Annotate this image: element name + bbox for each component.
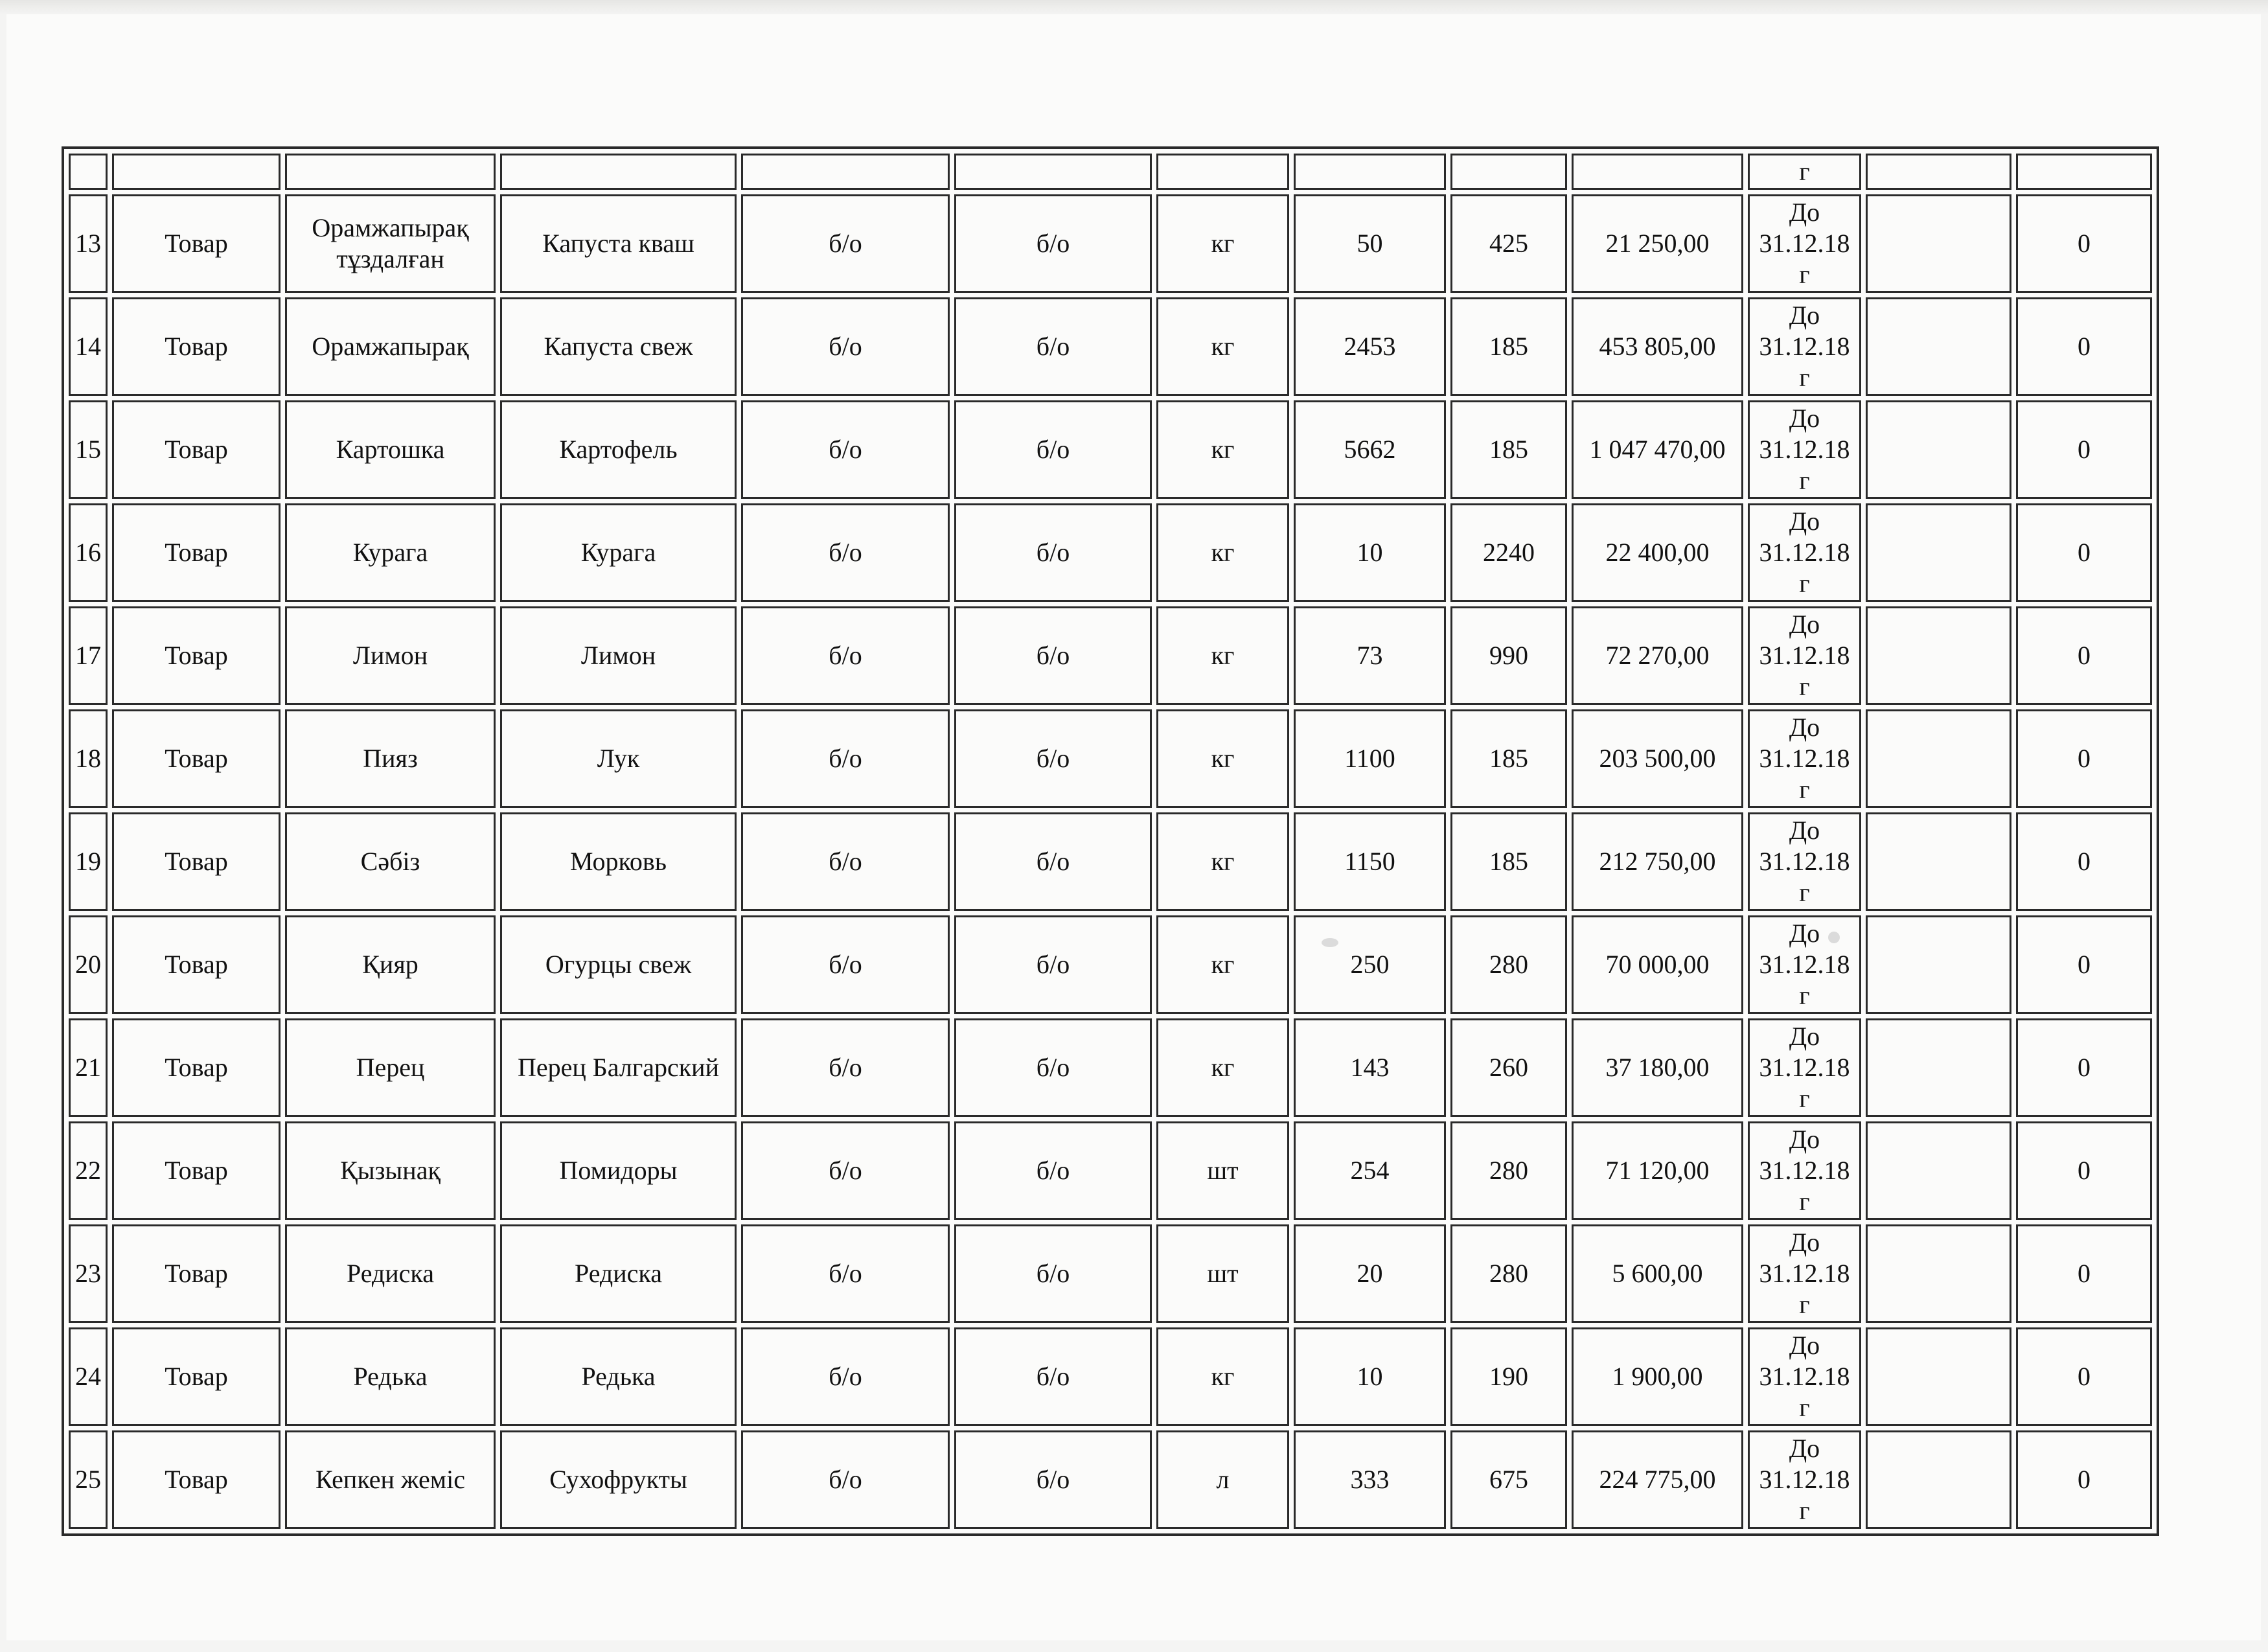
cell-characteristics: б/о	[741, 1121, 950, 1220]
cell-unit: шт	[1156, 1224, 1289, 1323]
cell-unit: кг	[1156, 297, 1289, 396]
cell-characteristics: б/о	[741, 400, 950, 499]
cell-quantity: 50	[1294, 194, 1446, 293]
cell-delivery-term	[1748, 915, 1861, 1014]
table-row	[69, 297, 2152, 396]
delivery-term-line: 31.12.18	[1759, 1053, 1850, 1082]
cell-characteristics: б/о	[741, 915, 950, 1014]
cell-name-kz: Перец	[285, 1018, 496, 1117]
cell-characteristics: б/о	[741, 709, 950, 808]
cell-value: 0	[2016, 1430, 2152, 1529]
cell-type: Товар	[112, 1224, 281, 1323]
cell-characteristics: б/о	[741, 1327, 950, 1426]
scan-edge	[0, 0, 2268, 14]
delivery-term-line: До	[1789, 816, 1820, 845]
cell-name-ru: Капуста кваш	[500, 194, 737, 293]
delivery-term-line: г	[1799, 878, 1810, 907]
cell-name-ru: Сухофрукты	[500, 1430, 737, 1529]
cell-row-number: 15	[69, 400, 108, 499]
delivery-term-line: До	[1789, 198, 1820, 227]
cell-sum: 21 250,00	[1572, 194, 1743, 293]
delivery-term-line: г	[1799, 981, 1810, 1010]
cell-empty	[1866, 400, 2011, 499]
cell-empty	[1866, 606, 2011, 705]
cell-empty	[1866, 194, 2011, 293]
table-row	[69, 812, 2152, 911]
cell-quantity: 250	[1294, 915, 1446, 1014]
cell-type: Товар	[112, 194, 281, 293]
delivery-term-line: г	[1799, 672, 1810, 701]
cell-quantity: 254	[1294, 1121, 1446, 1220]
table-row	[69, 1224, 2152, 1323]
goods-table	[62, 146, 2159, 1536]
cell-type: Товар	[112, 1327, 281, 1426]
delivery-term-line: До	[1789, 507, 1820, 536]
cell-additional-characteristics: б/о	[954, 812, 1152, 911]
cell-name-kz: Қияр	[285, 915, 496, 1014]
cell-sum: 22 400,00	[1572, 503, 1743, 602]
delivery-term-line: До	[1789, 1331, 1820, 1360]
delivery-term-line: До	[1789, 1125, 1820, 1154]
delivery-term-line: 31.12.18	[1759, 744, 1850, 773]
cell-name-ru: Лимон	[500, 606, 737, 705]
cell-name-kz: Сәбіз	[285, 812, 496, 911]
cell-additional-characteristics: б/о	[954, 709, 1152, 808]
delivery-term-line: 31.12.18	[1759, 1156, 1850, 1185]
delivery-term-line: 31.12.18	[1759, 229, 1850, 258]
cell-delivery-term	[1748, 1018, 1861, 1117]
cell-delivery-term	[1748, 1327, 1861, 1426]
cell-unit: кг	[1156, 709, 1289, 808]
scan-speck	[1322, 938, 1338, 947]
cell-characteristics: б/о	[741, 194, 950, 293]
cell-additional-characteristics: б/о	[954, 1430, 1152, 1529]
cell-empty	[1866, 1224, 2011, 1323]
delivery-term-line: 31.12.18	[1759, 538, 1850, 567]
delivery-term-line: г	[1799, 1496, 1810, 1525]
cell-price: 185	[1450, 400, 1567, 499]
cell-empty	[1866, 503, 2011, 602]
cell-name-ru: Морковь	[500, 812, 737, 911]
cell-name-ru: Огурцы свеж	[500, 915, 737, 1014]
cell-row-number: 25	[69, 1430, 108, 1529]
cell-value: 0	[2016, 503, 2152, 602]
cell-empty	[1866, 1018, 2011, 1117]
cell-characteristics: б/о	[741, 1224, 950, 1323]
cell-price: 185	[1450, 297, 1567, 396]
cell-additional-characteristics: б/о	[954, 194, 1152, 293]
cell-row-number: 20	[69, 915, 108, 1014]
cell-value: 0	[2016, 606, 2152, 705]
cell-sum: 1 900,00	[1572, 1327, 1743, 1426]
table-row	[69, 1121, 2152, 1220]
cell-sum: 224 775,00	[1572, 1430, 1743, 1529]
delivery-term-line: 31.12.18	[1759, 847, 1850, 876]
header-cell	[1156, 154, 1289, 190]
cell-additional-characteristics: б/о	[954, 1224, 1152, 1323]
cell-price: 675	[1450, 1430, 1567, 1529]
header-cell	[1866, 154, 2011, 190]
delivery-term-line: До	[1789, 404, 1820, 433]
cell-row-number: 16	[69, 503, 108, 602]
cell-name-ru: Курага	[500, 503, 737, 602]
delivery-term-line: г	[1799, 466, 1810, 495]
cell-empty	[1866, 812, 2011, 911]
cell-unit: кг	[1156, 400, 1289, 499]
cell-value: 0	[2016, 915, 2152, 1014]
delivery-term-line: г	[1799, 775, 1810, 804]
cell-additional-characteristics: б/о	[954, 1018, 1152, 1117]
cell-price: 425	[1450, 194, 1567, 293]
delivery-term-line: До	[1789, 301, 1820, 330]
cell-additional-characteristics: б/о	[954, 400, 1152, 499]
header-cell	[1572, 154, 1743, 190]
cell-price: 260	[1450, 1018, 1567, 1117]
cell-name-kz: Қызынақ	[285, 1121, 496, 1220]
cell-row-number: 17	[69, 606, 108, 705]
delivery-term-line: 31.12.18	[1759, 1362, 1850, 1391]
cell-sum: 70 000,00	[1572, 915, 1743, 1014]
cell-type: Товар	[112, 1018, 281, 1117]
cell-row-number: 21	[69, 1018, 108, 1117]
cell-quantity: 73	[1294, 606, 1446, 705]
cell-delivery-term	[1748, 606, 1861, 705]
cell-value: 0	[2016, 194, 2152, 293]
cell-additional-characteristics: б/о	[954, 297, 1152, 396]
cell-delivery-term	[1748, 297, 1861, 396]
cell-delivery-term	[1748, 709, 1861, 808]
cell-empty	[1866, 915, 2011, 1014]
cell-sum: 37 180,00	[1572, 1018, 1743, 1117]
header-cell	[954, 154, 1152, 190]
header-cell	[2016, 154, 2152, 190]
cell-name-kz: Орамжапырақ тұздалған	[285, 194, 496, 293]
cell-price: 990	[1450, 606, 1567, 705]
cell-unit: кг	[1156, 606, 1289, 705]
cell-value: 0	[2016, 297, 2152, 396]
cell-type: Товар	[112, 503, 281, 602]
cell-empty	[1866, 297, 2011, 396]
cell-characteristics: б/о	[741, 297, 950, 396]
cell-unit: кг	[1156, 503, 1289, 602]
cell-type: Товар	[112, 1121, 281, 1220]
cell-delivery-term	[1748, 194, 1861, 293]
cell-type: Товар	[112, 915, 281, 1014]
cell-price: 185	[1450, 812, 1567, 911]
cell-quantity: 333	[1294, 1430, 1446, 1529]
cell-quantity: 20	[1294, 1224, 1446, 1323]
delivery-term-line: г	[1799, 363, 1810, 392]
delivery-term-line: 31.12.18	[1759, 1465, 1850, 1494]
cell-delivery-term	[1748, 400, 1861, 499]
cell-sum: 1 047 470,00	[1572, 400, 1743, 499]
cell-price: 190	[1450, 1327, 1567, 1426]
table-row	[69, 1018, 2152, 1117]
delivery-term-line: 31.12.18	[1759, 435, 1850, 464]
cell-row-number: 13	[69, 194, 108, 293]
delivery-term-line: 31.12.18	[1759, 1259, 1850, 1288]
cell-additional-characteristics: б/о	[954, 1121, 1152, 1220]
cell-characteristics: б/о	[741, 606, 950, 705]
cell-empty	[1866, 1121, 2011, 1220]
delivery-term-line: До	[1789, 713, 1820, 742]
cell-sum: 5 600,00	[1572, 1224, 1743, 1323]
cell-price: 185	[1450, 709, 1567, 808]
delivery-term-line: г	[1799, 1187, 1810, 1216]
cell-additional-characteristics: б/о	[954, 503, 1152, 602]
cell-delivery-term	[1748, 503, 1861, 602]
header-cell	[1450, 154, 1567, 190]
delivery-term-line: г	[1799, 1290, 1810, 1319]
cell-sum: 203 500,00	[1572, 709, 1743, 808]
cell-unit: кг	[1156, 812, 1289, 911]
delivery-term-line: г	[1799, 569, 1810, 598]
delivery-term-line: г	[1799, 260, 1810, 289]
cell-name-kz: Орамжапырақ	[285, 297, 496, 396]
delivery-term-line: 31.12.18	[1759, 950, 1850, 979]
cell-sum: 72 270,00	[1572, 606, 1743, 705]
cell-name-ru: Капуста свеж	[500, 297, 737, 396]
cell-price: 280	[1450, 1121, 1567, 1220]
cell-sum: 453 805,00	[1572, 297, 1743, 396]
cell-type: Товар	[112, 709, 281, 808]
cell-delivery-term	[1748, 1224, 1861, 1323]
table-row	[69, 1430, 2152, 1529]
delivery-term-line: г	[1799, 1393, 1810, 1422]
cell-type: Товар	[112, 606, 281, 705]
table-row	[69, 503, 2152, 602]
cell-value: 0	[2016, 1327, 2152, 1426]
cell-characteristics: б/о	[741, 1430, 950, 1529]
delivery-term-line: До	[1789, 1434, 1820, 1463]
cell-name-ru: Лук	[500, 709, 737, 808]
cell-name-kz: Редька	[285, 1327, 496, 1426]
cell-type: Товар	[112, 812, 281, 911]
cell-name-kz: Пияз	[285, 709, 496, 808]
cell-unit: шт	[1156, 1121, 1289, 1220]
cell-name-kz: Курага	[285, 503, 496, 602]
cell-quantity: 2453	[1294, 297, 1446, 396]
cell-price: 2240	[1450, 503, 1567, 602]
cell-value: 0	[2016, 812, 2152, 911]
cell-name-ru: Помидоры	[500, 1121, 737, 1220]
cell-delivery-term	[1748, 1121, 1861, 1220]
cell-quantity: 5662	[1294, 400, 1446, 499]
cell-name-ru: Редька	[500, 1327, 737, 1426]
cell-row-number: 19	[69, 812, 108, 911]
cell-type: Товар	[112, 297, 281, 396]
header-cell	[500, 154, 737, 190]
header-cell	[112, 154, 281, 190]
cell-row-number: 22	[69, 1121, 108, 1220]
cell-type: Товар	[112, 400, 281, 499]
table-header-row	[69, 154, 2152, 190]
cell-empty	[1866, 1430, 2011, 1529]
cell-name-ru: Картофель	[500, 400, 737, 499]
delivery-term-line: г	[1799, 1084, 1810, 1113]
table-row	[69, 606, 2152, 705]
delivery-term-line: До	[1789, 610, 1820, 639]
cell-value: 0	[2016, 400, 2152, 499]
cell-price: 280	[1450, 1224, 1567, 1323]
header-cell: г	[1748, 154, 1861, 190]
cell-quantity: 1100	[1294, 709, 1446, 808]
cell-additional-characteristics: б/о	[954, 915, 1152, 1014]
cell-value: 0	[2016, 709, 2152, 808]
cell-delivery-term	[1748, 812, 1861, 911]
cell-characteristics: б/о	[741, 812, 950, 911]
header-cell	[1294, 154, 1446, 190]
cell-characteristics: б/о	[741, 1018, 950, 1117]
cell-value: 0	[2016, 1018, 2152, 1117]
cell-row-number: 24	[69, 1327, 108, 1426]
cell-unit: л	[1156, 1430, 1289, 1529]
delivery-term-line: 31.12.18	[1759, 332, 1850, 361]
cell-additional-characteristics: б/о	[954, 606, 1152, 705]
cell-empty	[1866, 1327, 2011, 1426]
cell-characteristics: б/о	[741, 503, 950, 602]
cell-name-kz: Кепкен жеміс	[285, 1430, 496, 1529]
cell-value: 0	[2016, 1224, 2152, 1323]
table-row	[69, 915, 2152, 1014]
cell-empty	[1866, 709, 2011, 808]
delivery-term-line: До	[1789, 1228, 1820, 1257]
cell-type: Товар	[112, 1430, 281, 1529]
cell-row-number: 18	[69, 709, 108, 808]
cell-name-kz: Картошка	[285, 400, 496, 499]
table-row	[69, 709, 2152, 808]
cell-delivery-term	[1748, 1430, 1861, 1529]
cell-unit: кг	[1156, 194, 1289, 293]
table-row	[69, 194, 2152, 293]
cell-sum: 71 120,00	[1572, 1121, 1743, 1220]
header-cell	[285, 154, 496, 190]
table-row	[69, 400, 2152, 499]
delivery-term-line: До	[1789, 919, 1820, 948]
table-row	[69, 1327, 2152, 1426]
delivery-term-line: До	[1789, 1022, 1820, 1051]
cell-quantity: 10	[1294, 503, 1446, 602]
cell-name-ru: Перец Балгарский	[500, 1018, 737, 1117]
delivery-term-line: 31.12.18	[1759, 641, 1850, 670]
cell-additional-characteristics: б/о	[954, 1327, 1152, 1426]
cell-name-kz: Лимон	[285, 606, 496, 705]
cell-sum: 212 750,00	[1572, 812, 1743, 911]
cell-name-ru: Редиска	[500, 1224, 737, 1323]
cell-value: 0	[2016, 1121, 2152, 1220]
cell-unit: кг	[1156, 1327, 1289, 1426]
cell-unit: кг	[1156, 1018, 1289, 1117]
cell-quantity: 10	[1294, 1327, 1446, 1426]
cell-quantity: 1150	[1294, 812, 1446, 911]
scan-speck	[1828, 932, 1840, 943]
cell-name-kz: Редиска	[285, 1224, 496, 1323]
cell-quantity: 143	[1294, 1018, 1446, 1117]
header-cell	[69, 154, 108, 190]
cell-row-number: 14	[69, 297, 108, 396]
cell-row-number: 23	[69, 1224, 108, 1323]
cell-unit: кг	[1156, 915, 1289, 1014]
header-cell	[741, 154, 950, 190]
cell-price: 280	[1450, 915, 1567, 1014]
